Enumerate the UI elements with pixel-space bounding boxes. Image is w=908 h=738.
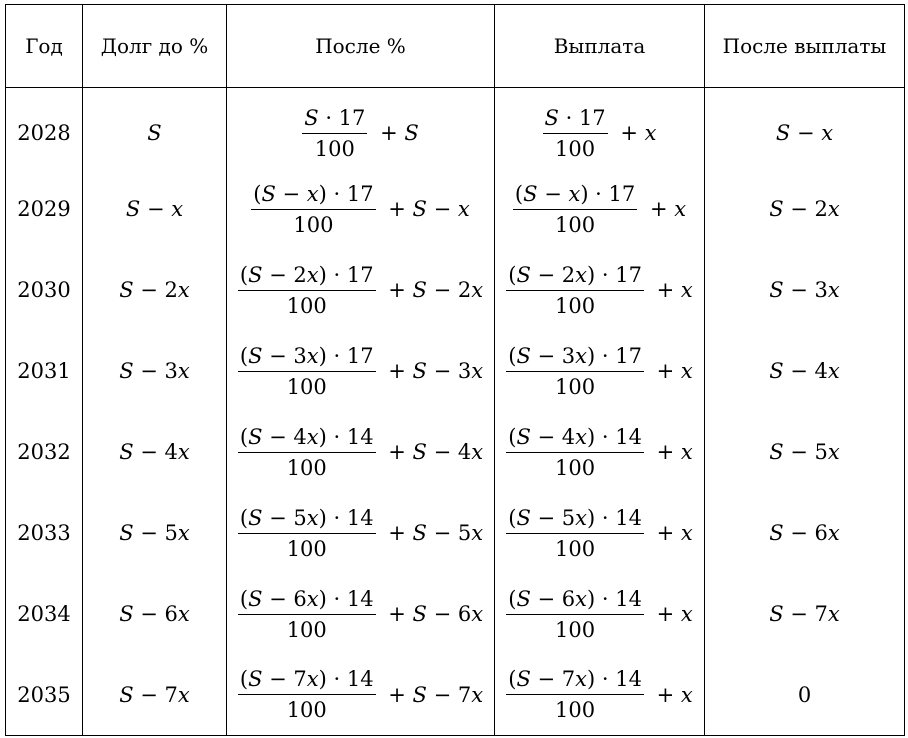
fraction [238,586,376,643]
fraction-numerator: (S − 4x) · 14 [238,424,376,453]
fraction-numerator: (S − 2x) · 17 [238,262,376,291]
fraction [506,424,644,481]
fraction [543,105,608,162]
cell-after-payment: 0 [705,655,905,736]
cell-debt-before: S [83,88,227,169]
cell-after-payment: S − 5x [705,412,905,493]
fraction-denominator: 100 [286,374,327,399]
cell-year: 2035 [6,655,83,736]
cell-after-interest [227,331,495,412]
table-row [6,169,905,250]
expression-tail: + x [649,278,693,302]
expression-tail: + S [373,121,419,146]
fraction [506,343,644,400]
fraction-denominator: 100 [293,212,334,237]
cell-year: 2034 [6,574,83,655]
expression-tail: + x [649,602,693,626]
cell-after-payment: S − 6x [705,493,905,574]
fraction [251,181,375,238]
cell-debt-before: S − x [83,169,227,250]
fraction-numerator: S · 17 [302,105,367,134]
table-row [6,493,905,574]
fraction-numerator: (S − 5x) · 14 [506,505,644,534]
cell-year: 2033 [6,493,83,574]
fraction-numerator: (S − 5x) · 14 [238,505,376,534]
table-body [6,88,905,736]
cell-year: 2031 [6,331,83,412]
fraction-denominator: 100 [286,536,327,561]
expression-tail: + S − 5x [381,521,484,545]
cell-payment [495,412,705,493]
cell-after-interest [227,493,495,574]
cell-payment [495,169,705,250]
fraction-numerator: S · 17 [543,105,608,134]
fraction [506,505,644,562]
table-row [6,655,905,736]
cell-after-interest [227,88,495,169]
header-year: Год [6,5,83,88]
cell-year: 2032 [6,412,83,493]
expression-tail: + x [649,682,693,707]
fraction-denominator: 100 [314,136,355,161]
table-row [6,250,905,331]
cell-after-interest [227,169,495,250]
cell-year: 2028 [6,88,83,169]
cell-payment [495,88,705,169]
cell-payment [495,331,705,412]
cell-after-payment: S − x [705,88,905,169]
fraction-numerator: (S − x) · 17 [251,181,375,210]
cell-payment [495,574,705,655]
fraction-denominator: 100 [555,455,596,480]
cell-after-interest [227,250,495,331]
header-payment: Выплата [495,5,705,88]
expression-tail: + x [613,121,657,146]
fraction [513,181,637,238]
cell-payment [495,655,705,736]
fraction-numerator: (S − 7x) · 14 [506,666,644,695]
fraction [302,105,367,162]
fraction-numerator: (S − 3x) · 17 [506,343,644,372]
expression-tail: + x [649,521,693,545]
expression-tail: + x [649,440,693,464]
fraction-numerator: (S − 2x) · 17 [506,262,644,291]
cell-after-payment: S − 2x [705,169,905,250]
fraction [506,666,644,723]
expression-tail: + S − 3x [381,359,484,383]
fraction-denominator: 100 [286,698,327,723]
fraction-numerator: (S − 7x) · 14 [238,666,376,695]
cell-debt-before: S − 2x [83,250,227,331]
fraction [238,343,376,400]
cell-after-interest [227,655,495,736]
cell-after-payment: S − 7x [705,574,905,655]
fraction [506,262,644,319]
table-row [6,412,905,493]
fraction-denominator: 100 [286,455,327,480]
cell-debt-before: S − 5x [83,493,227,574]
fraction-denominator: 100 [286,293,327,318]
cell-after-interest [227,574,495,655]
fraction [238,505,376,562]
cell-after-payment: S − 3x [705,250,905,331]
fraction-numerator: (S − 6x) · 14 [238,586,376,615]
fraction-numerator: (S − 3x) · 17 [238,343,376,372]
fraction [238,424,376,481]
cell-year: 2029 [6,169,83,250]
cell-payment [495,250,705,331]
fraction-denominator: 100 [555,293,596,318]
cell-payment [495,493,705,574]
table-row [6,574,905,655]
loan-schedule-table [5,4,905,736]
table-row [6,331,905,412]
cell-debt-before: S − 7x [83,655,227,736]
fraction [238,666,376,723]
header-after-payment: После выплаты [705,5,905,88]
expression-tail: + S − 2x [381,278,484,302]
cell-debt-before: S − 4x [83,412,227,493]
fraction-denominator: 100 [555,136,596,161]
cell-debt-before: S − 3x [83,331,227,412]
header-debt-before: Долг до % [83,5,227,88]
fraction [506,586,644,643]
fraction-denominator: 100 [555,212,596,237]
fraction-denominator: 100 [555,374,596,399]
expression-tail: + x [643,197,687,221]
expression-tail: + S − 7x [381,682,484,707]
cell-after-interest [227,412,495,493]
fraction-denominator: 100 [555,536,596,561]
expression-tail: + S − 6x [381,602,484,626]
fraction-denominator: 100 [555,698,596,723]
cell-year: 2030 [6,250,83,331]
fraction [238,262,376,319]
header-row [6,5,905,88]
cell-after-payment: S − 4x [705,331,905,412]
fraction-numerator: (S − 6x) · 14 [506,586,644,615]
cell-debt-before: S − 6x [83,574,227,655]
expression-tail: + S − x [381,197,470,221]
expression-tail: + S − 4x [381,440,484,464]
fraction-denominator: 100 [555,617,596,642]
fraction-denominator: 100 [286,617,327,642]
expression-tail: + x [649,359,693,383]
table-row [6,88,905,169]
header-after-interest: После % [227,5,495,88]
fraction-numerator: (S − 4x) · 14 [506,424,644,453]
fraction-numerator: (S − x) · 17 [513,181,637,210]
